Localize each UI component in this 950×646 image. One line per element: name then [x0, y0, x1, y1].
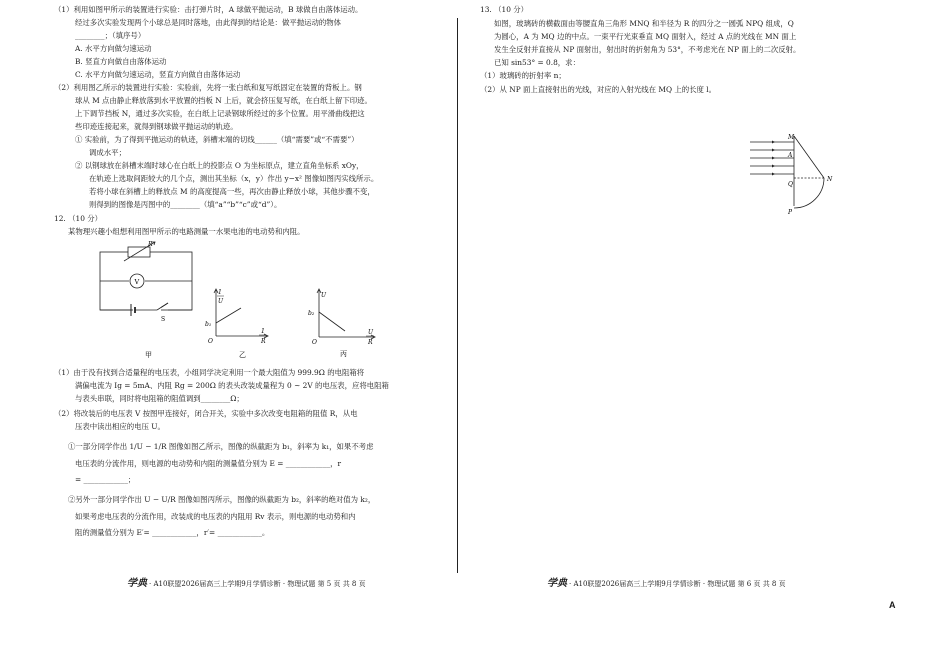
page-divider: [457, 18, 458, 573]
text-line: 如图，玻璃砖的横截面由等腰直角三角形 MNQ 和半径为 R 的四分之一圆弧 NPQ 组成，Q: [494, 19, 794, 28]
text-line: 与表头串联，同时将电阻箱的阻值调到________Ω；: [75, 394, 244, 403]
text-line: 电压表的分流作用，则电源的电动势和内阻的测量值分别为 E = ____________，r: [75, 459, 342, 468]
text-line: （1）玻璃砖的折射率 n；: [480, 71, 566, 80]
graph-yi-intercept: b₁: [205, 321, 212, 328]
text-line: 上下调节挡板 N，通过多次实验，在白纸上记录钢球所经过的多个位置。用平滑曲线把这: [75, 109, 365, 118]
text-line: （2）利用图乙所示的装置进行实验：实验前，先将一张白纸和复写纸固定在装置的背板上。钢: [54, 83, 362, 92]
voltmeter-label: V: [134, 278, 140, 286]
question-number: 13. （10 分）: [480, 5, 529, 14]
text-line: 些印迹连接起来，就得到钢球做平抛运动的轨迹。: [75, 122, 238, 131]
graph-yi-xlabel-den: R: [261, 338, 266, 345]
corner-mark: A: [889, 600, 896, 610]
switch-label: S: [161, 316, 166, 323]
text-line: ①一部分同学作出 1/U − 1/R 图像如图乙所示，图像的纵截距为 b₁，斜率为 k₁，如果不考虑: [68, 442, 374, 451]
graph-yi-origin: O: [208, 338, 213, 345]
label-a: A: [788, 152, 793, 159]
label-p: P: [788, 209, 793, 216]
text-line: A. 水平方向做匀速运动: [75, 44, 152, 53]
text-line: 在轨迹上选取间距较大的几个点，测出其坐标（x，y）作出 y−x² 图像如图丙实线所示。: [89, 174, 379, 183]
left-page-footer: [127, 574, 366, 589]
publisher-logo: 学典: [127, 578, 147, 589]
text-line: 如果考虑电压表的分流作用，改装成的电压表的内阻用 Rv 表示，则电源的电动势和内: [75, 512, 356, 521]
text-line: 已知 sin53° = 0.8，求：: [494, 58, 580, 67]
text-line: 为圆心，A 为 MQ 边的中点。一束平行光束垂直 MQ 面射入，经过 A 点的光线在 MN 面上: [494, 32, 797, 41]
text-line: （2）从 NP 面上直接射出的光线，对应的入射光线在 MQ 上的长度 l。: [480, 85, 717, 94]
text-line: ② 以钢球放在斜槽末端时球心在白纸上的投影点 O 为坐标原点，建立直角坐标系 xOy，: [75, 161, 364, 170]
publisher-logo: 学典: [547, 578, 567, 589]
text-line: B. 竖直方向做自由落体运动: [75, 57, 167, 66]
text-line: 某物理兴趣小组想利用图甲所示的电路测量一水果电池的电动势和内阻。: [68, 227, 305, 236]
graph-yi-ylabel-num: 1: [218, 289, 222, 296]
text-line: 经过多次实验发现两个小球总是同时落地，由此得到的结论是：做平抛运动的物体: [75, 18, 342, 27]
text-line: ②另外一部分同学作出 U − U/R 图像如图丙所示，图像的纵截距为 b₂，斜率的绝对值为 k₂，: [68, 495, 376, 504]
circuit-diagram: [100, 242, 192, 316]
figure-q12: [95, 238, 390, 360]
graph-bing-intercept: b₂: [308, 310, 315, 317]
text-line: 发生全反射并直接从 NP 面射出，射出时的折射角为 53°，不考虑光在 NP 面上的二次反射。: [494, 45, 801, 54]
graph-yi-xlabel-num: 1: [261, 328, 265, 335]
right-page-footer: [547, 574, 786, 589]
text-line: 若将小球在斜槽上的释放点 M 的高度提高一些，再次由静止释放小球，其他步骤不变，: [89, 187, 375, 196]
label-q: Q: [788, 181, 793, 188]
graph-bing-origin: O: [312, 339, 317, 346]
text-line: 则得到的图像是丙图中的________（填“a”“b”“c”或“d”）。: [89, 200, 282, 209]
footer-text: · A10联盟2026届高三上学期9月学情诊断 · 物理试题 第 5 页 共 8 页: [149, 580, 366, 588]
left-page: [50, 0, 440, 600]
text-line: （1）利用如图甲所示的装置进行实验：击打弹片时，A 球做平抛运动，B 球做自由落体运动。: [54, 5, 363, 14]
question-number: 12. （10 分）: [54, 214, 103, 223]
graph-yi: [214, 289, 268, 338]
text-line: ① 实验前，为了得到平抛运动的轨迹，斜槽末端的切线______（填“需要”或“不需要”）: [75, 135, 359, 144]
text-line: ________；（填序号）: [75, 31, 146, 40]
text-line: C. 水平方向做匀速运动，竖直方向做自由落体运动: [75, 70, 241, 79]
text-line: 调成水平；: [89, 148, 126, 157]
graph-bing-xlabel-den: R: [368, 339, 373, 346]
text-line: （2）将改装后的电压表 V 按图甲连接好，闭合开关，实验中多次改变电阻箱的阻值 R，从电: [54, 409, 358, 418]
text-line: = ____________；: [75, 475, 136, 484]
text-line: 球从 M 点由静止释放落到水平放置的挡板 N 上后，就会挤压复写纸，在白纸上留下印迹。: [75, 96, 372, 105]
text-line: （1）由于没有找到合适量程的电压表，小组同学决定利用一个最大阻值为 999.9Ω 的电阻箱将: [54, 368, 365, 377]
label-m: M: [788, 134, 795, 141]
graph-bing-xlabel-num: U: [368, 329, 374, 336]
circuit-label-r: R: [148, 241, 153, 248]
circuit-caption: 甲: [145, 351, 152, 359]
footer-text: · A10联盟2026届高三上学期9月学情诊断 · 物理试题 第 6 页 共 8 页: [569, 580, 786, 588]
text-line: 压表中读出相应的电压 U。: [75, 422, 165, 431]
right-page: [478, 0, 878, 600]
graph-yi-caption: 乙: [239, 351, 246, 359]
text-line: 满偏电流为 Ig = 5mA、内阻 Rg = 200Ω 的表头改装成量程为 0 ~ 2V 的电压表，应将电阻箱: [75, 381, 389, 390]
figure-q13: [738, 128, 848, 223]
graph-bing-ylabel: U: [321, 292, 327, 299]
graph-bing-caption: 丙: [340, 350, 347, 358]
text-line: 阻的测量值分别为 E′= ____________，r′= ____________。: [75, 528, 270, 537]
graph-yi-ylabel-den: U: [218, 298, 224, 305]
label-n: N: [827, 176, 833, 183]
